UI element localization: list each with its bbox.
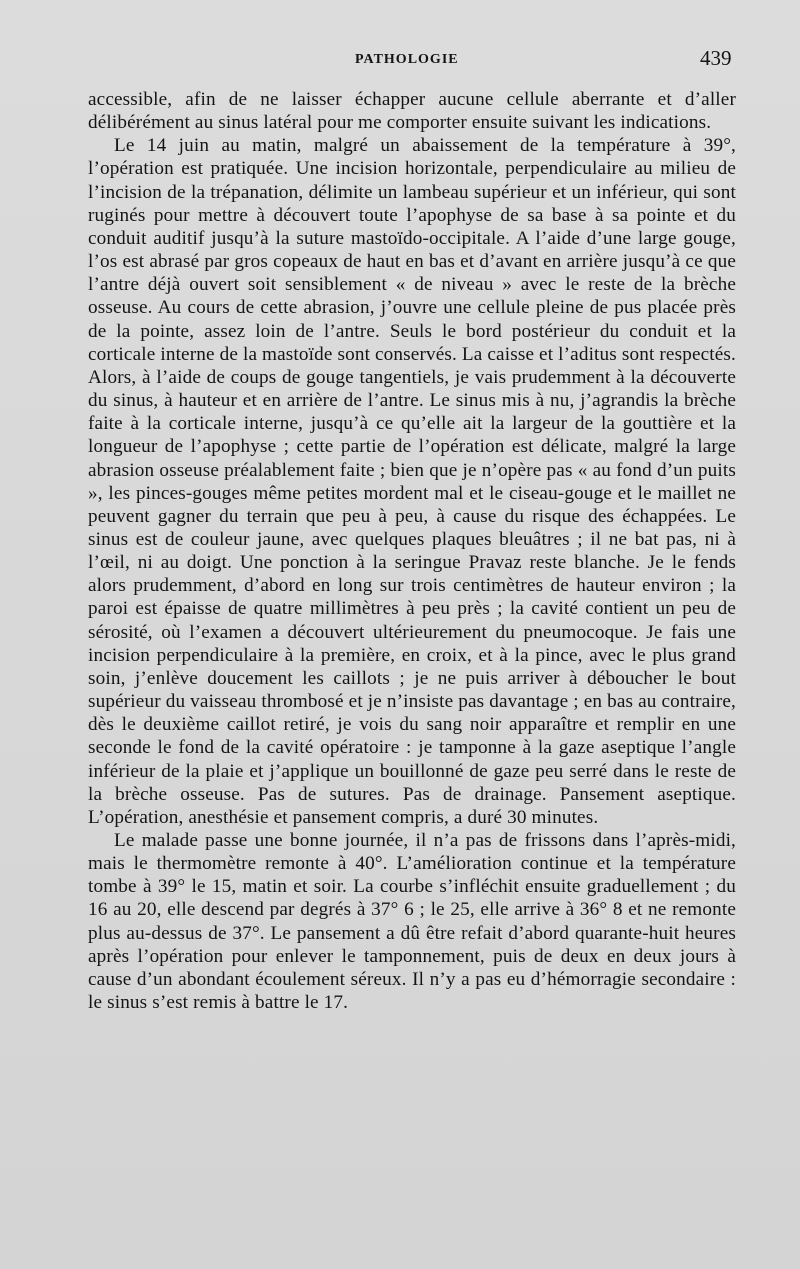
running-title: PATHOLOGIE: [355, 52, 459, 67]
paragraph-recovery: Le malade passe une bonne journée, il n’a pas de frissons dans l’après-midi, mais le thermomètre remonte à 40°. L’amélioration continue et la température tombe à 39° le 15, matin et soir. La courbe s’infléchit ensuite graduellement ; du 16 au 20, elle descend par degrés à 37° 6 ; le 25, elle arrive à 36° 8 et ne remonte plus au-dessus de 37°. Le pansement a dû être refait d’abord quarante-huit heures après l’opération pour enlever le tamponnement, puis de deux en deux jours à cause d’un abondant écoulement séreux. Il n’y a pas eu d’hémorragie secondaire : le sinus s’est remis à battre le 17.: [88, 830, 736, 1014]
page-number: 439: [700, 46, 732, 70]
paragraph-operation: Le 14 juin au matin, malgré un abaissement de la température à 39°, l’opération est pratiquée. Une incision horizontale, perpendiculaire au milieu de l’incision de la trépanation, délimite un lambeau supérieur et un inférieur, qui sont ruginés pour mettre à découvert toute l’apophyse de sa base à sa pointe et du conduit auditif jusqu’à la suture mastoïdo-occipitale. A l’aide d’une large gouge, l’os est abrasé par gros copeaux de haut en bas et d’avant en arrière jusqu’à ce que l’antre déjà ouvert soit sensiblement « de niveau » avec le reste de la brèche osseuse. Au cours de cette abrasion, j’ouvre une cellule pleine de pus placée près de la pointe, assez loin de l’antre. Seuls le bord postérieur du conduit et la corticale interne de la mastoïde sont conservés. La caisse et l’aditus sont respectés. Alors, à l’aide de coups de gouge tangentiels, je vais prudemment à la découverte du sinus, à hauteur et en arrière de l’antre. Le sinus mis à nu, j’agrandis la brèche faite à la corticale interne, jusqu’à ce qu’elle ait la largeur de la gouttière et la longueur de l’apophyse ; cette partie de l’opération est délicate, malgré la large abrasion osseuse préalablement faite ; bien que je n’opère pas « au fond d’un puits », les pinces-gouges même petites mordent mal et le ciseau-gouge et le maillet ne peuvent gagner du terrain que peu à peu, à cause du risque des échappées. Le sinus est de couleur jaune, avec quelques plaques bleuâtres ; il ne bat pas, ni à l’œil, ni au doigt. Une ponction à la seringue Pravaz reste blanche. Je le fends alors prudemment, d’abord en long sur trois centimètres de hauteur environ ; la paroi est épaisse de quatre millimètres à peu près ; la cavité contient un peu de sérosité, où l’examen a découvert ultérieurement du pneumocoque. Je fais une incision perpendiculaire à la première, en croix, et à la pince, avec le plus grand soin, j’enlève doucement les caillots ; je ne puis arriver à déboucher le bout supérieur du vaisseau thrombosé et je n’insiste pas davantage ; en bas au contraire, dès le deuxième caillot retiré, je vois du sang noir apparaître et remplir en une seconde le fond de la cavité opératoire : je tamponne à la gaze aseptique l’angle inférieur de la plaie et j’applique un bouillonné de gaze peu serré dans le reste de la brèche osseuse. Pas de sutures. Pas de drainage. Pansement aseptique. L’opération, anesthésie et pansement compris, a duré 30 minutes.: [88, 135, 736, 828]
paragraph-continuation: accessible, afin de ne laisser échapper aucune cellule aberrante et d’aller délibérément au sinus latéral pour me comporter ensuite suivant les indications.: [88, 89, 736, 134]
body-text: [88, 88, 736, 1014]
page-header: [0, 44, 800, 74]
